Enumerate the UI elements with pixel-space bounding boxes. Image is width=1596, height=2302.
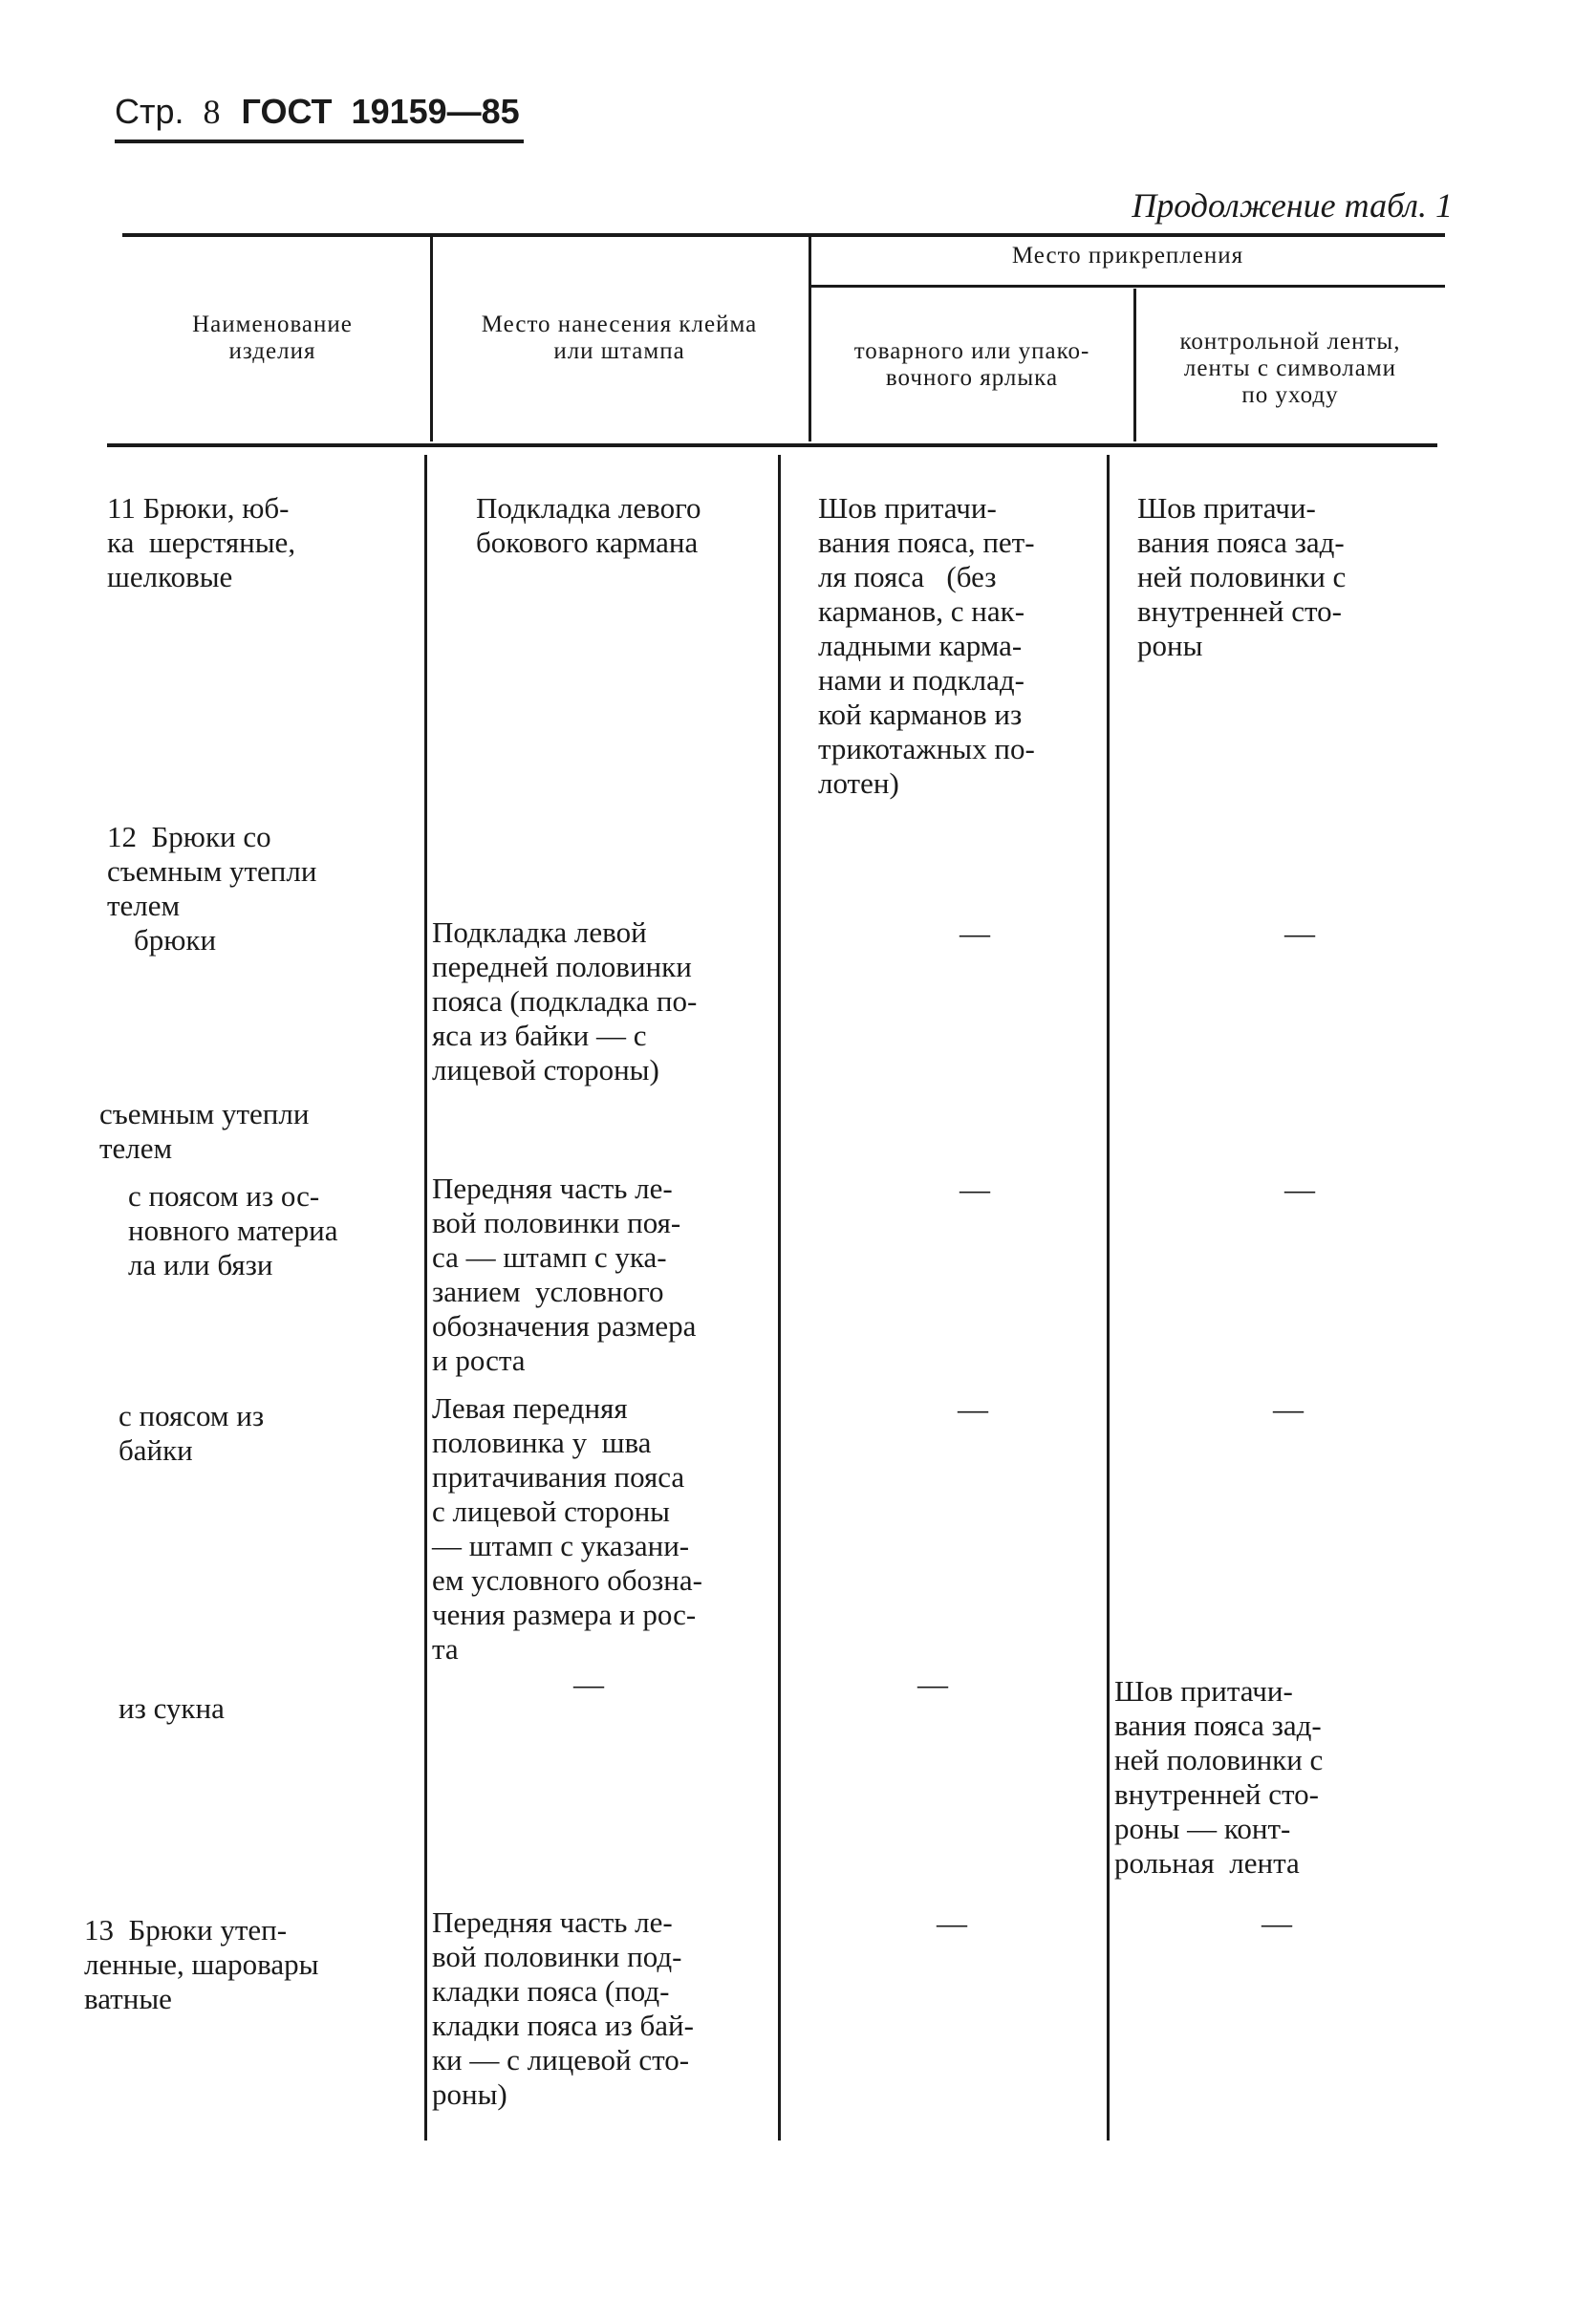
row-12-main-belt-stamp: Передняя часть ле- вой половинки поя- са — штамп с ука- занием условного обозначения размера и роста [432,1172,697,1377]
table-top-rule [122,233,1445,237]
row-12-flannel-belt-tape: — [1273,1391,1304,1426]
page-label: Стр. [115,92,184,131]
header-product-name: Наименование изделия [192,312,353,364]
row-12-trousers-tape: — [1284,915,1315,950]
column-divider-3 [1107,455,1110,2141]
row-12-cloth-tape: Шов притачи- вания пояса зад- ней половинки с внутренней сто- роны — конт- рольная лента [1114,1674,1324,1880]
row-12-cloth-label: — [917,1667,948,1701]
header-divider-1 [430,237,433,441]
header-divider-2 [809,237,811,441]
row-12-flannel-belt-name: с поясом из байки [119,1399,265,1467]
row-12-cloth-name: из сукна [119,1691,225,1725]
row-11-label: Шов притачи- вания пояса, пет- ля пояса (без карманов, с нак- ладными карма- нами и подклад- кой карманов из трикотажных по- лотен) [818,491,1035,800]
page-number: 8 [203,93,221,131]
row-12-cloth-stamp: — [573,1667,604,1701]
row-13-name: 13 Брюки утеп- ленные, шаровары ватные [84,1913,319,2015]
row-12-main-belt-label: — [960,1172,990,1206]
header-product-label: товарного или упако- вочного ярлыка [853,338,1090,391]
row-12-flannel-belt-label: — [958,1391,988,1426]
column-divider-1 [424,455,427,2141]
row-13-tape: — [1262,1905,1292,1940]
row-12-trousers-label: — [960,915,990,950]
row-11-stamp: Подкладка левого бокового кармана [476,491,701,559]
row-13-stamp: Передняя часть ле- вой половинки под- кладки пояса (под- кладки пояса из бай- ки — с лицевой сто- роны) [432,1905,694,2111]
standard-name: ГОСТ [241,92,333,131]
header-control-tape: контрольной ленты, ленты с символами по уходу [1179,329,1401,408]
row-12-trousers-name: брюки [134,923,217,957]
page-header [115,92,520,132]
row-12-trousers-stamp: Подкладка левой передней половинки пояса (подкладка по- яса из байки — с лицевой стороны) [432,915,698,1086]
row-11-name: 11 Брюки, юб- ка шерстяные, шелковые [107,491,296,593]
row-12-main-belt-name: с поясом из ос- новного материа ла или бязи [128,1179,338,1281]
row-13-label: — [937,1905,967,1940]
header-underline [115,140,524,143]
header-attachment-place: Место прикрепления [1011,243,1244,269]
header-divider-3 [1133,289,1136,441]
row-12-liner-name: съемным утепли телем [99,1097,310,1165]
standard-code: 19159—85 [351,92,520,131]
row-12-name: 12 Брюки со съемным утепли телем [107,820,317,922]
row-12-main-belt-tape: — [1284,1172,1315,1206]
row-11-tape: Шов притачи- вания пояса зад- ней половинки с внутренней сто- роны [1137,491,1347,662]
header-bottom-rule [107,443,1437,447]
row-12-flannel-belt-stamp: Левая передняя половинка у шва притачивания пояса с лицевой стороны — штамп с указани- ем условного обозна- чения размера и рос- та [432,1391,702,1666]
header-stamp-place: Место нанесения клейма или штампа [481,312,758,364]
group-header-rule [810,285,1445,288]
column-divider-2 [778,455,781,2141]
continuation-label: Продолжение табл. 1 [1132,186,1453,225]
